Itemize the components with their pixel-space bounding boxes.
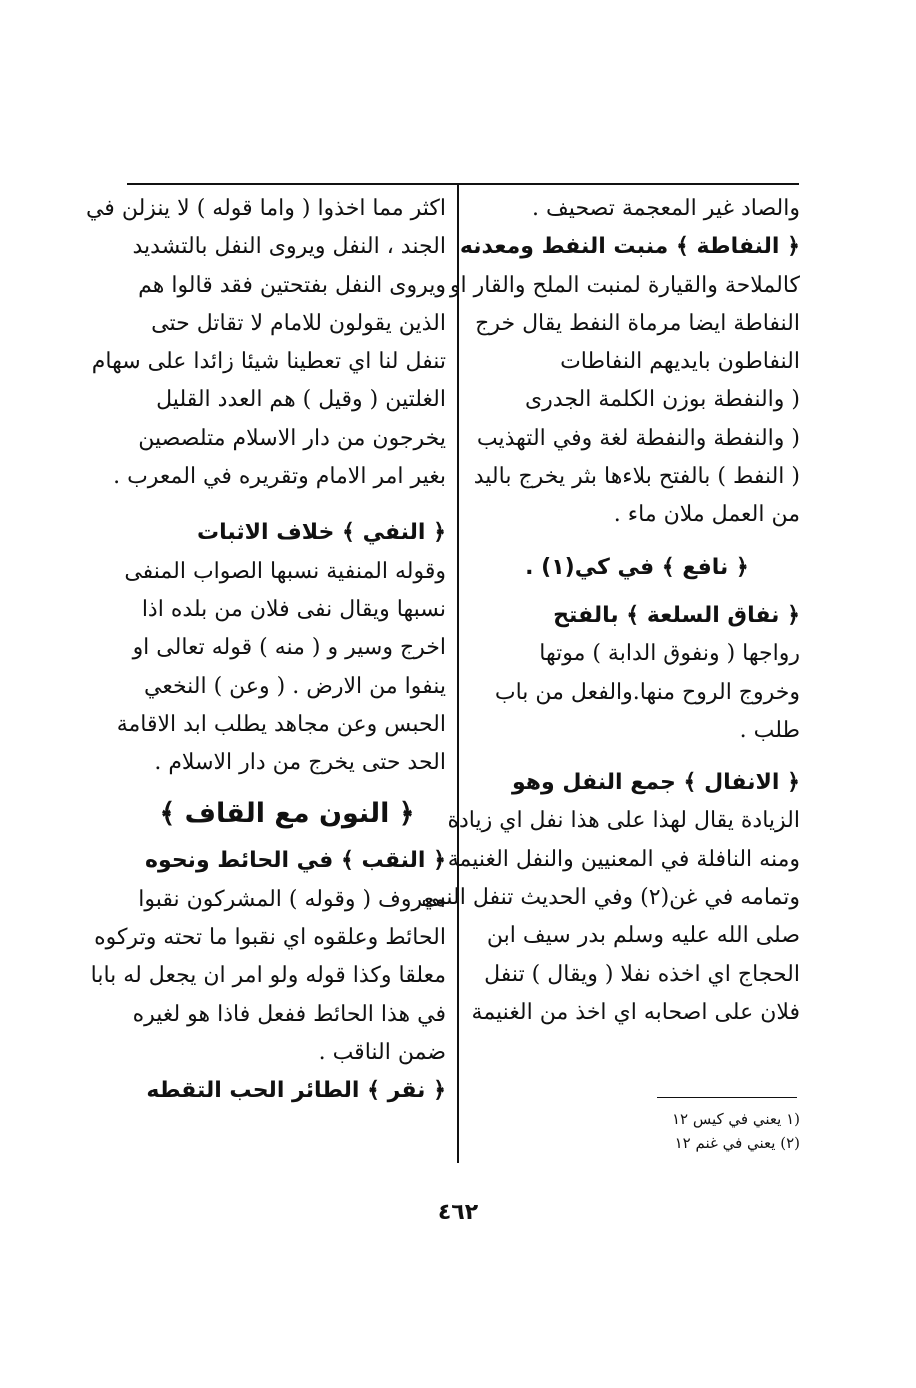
text-line: يخرجون من دار الاسلام متلصصين	[138, 425, 446, 451]
text-line: من العمل ملان ماء .	[613, 502, 800, 528]
entry-heading-line: ﴿ النفاطة ﴾ منبت النفط ومعدنه	[459, 234, 800, 260]
text-line: صلى الله عليه وسلم بدر سيف ابن	[486, 923, 800, 949]
text-line: النفاطة ايضا مرماة النفط يقال خرج	[475, 310, 800, 336]
text-line: وقوله المنفية نسبها الصواب المنفى	[124, 558, 446, 584]
text-line: اكثر مما اخذوا ( واما قوله ) لا ينزلن في	[85, 196, 446, 221]
text-line: نسبها ويقال نفى فلان من بلده اذا	[141, 596, 446, 622]
header-rule	[127, 183, 799, 185]
entry-heading-line: ﴿ نفاق السلعة ﴾ بالفتح	[553, 602, 800, 628]
text-line: معروف ( وقوله ) المشركون نقبوا	[138, 886, 446, 912]
text-line: وخروج الروح منها.والفعل من باب	[494, 679, 800, 705]
text-line: كالملاحة والقيارة لمنبت الملح والقار او	[449, 272, 800, 298]
entry-heading-line: ﴿ نقر ﴾ الطائر الحب التقطه	[146, 1078, 446, 1104]
text-line: الحائط وعلقوه اي نقبوا ما تحته وتركوه	[94, 925, 446, 951]
text-line: تنفل لنا اي تعطينا شيئا زائدا على سهام	[91, 349, 446, 375]
text-line: الجند ، النفل ويروى النفل بالتشديد	[132, 234, 446, 260]
entry-heading-line: ﴿ نافع ﴾ في كي(١) .	[525, 554, 749, 580]
text-line: ضمن الناقب .	[318, 1039, 446, 1065]
text-line: فلان على اصحابه اي اخذ من الغنيمة	[471, 999, 800, 1025]
text-line: الحد حتى يخرج من دار الاسلام .	[154, 750, 446, 776]
text-line: الزيادة يقال لهذا على هذا نفل اي زيادة	[447, 808, 800, 834]
text-line: رواجها ( ونفوق الدابة ) موتها	[539, 641, 800, 667]
text-line: ( النفط ) بالفتح بلاءها بثر يخرج باليد	[473, 464, 800, 490]
text-line: اخرج وسير و ( منه ) قوله تعالى او	[132, 635, 446, 661]
text-line: ( والنفطة والنفطة لغة وفي التهذيب	[476, 425, 800, 451]
entry-heading-line: ﴿ النقب ﴾ في الحائط ونحوه	[145, 848, 446, 874]
text-line: وتمامه في غن(٢) وفي الحديث تنفل النبي	[421, 885, 800, 911]
text-line: والصاد غير المعجمة تصحيف .	[532, 196, 800, 221]
entry-heading-line: ﴿ الانفال ﴾ جمع النفل وهو	[511, 770, 800, 796]
entry-heading-line: ﴿ النفي ﴾ خلاف الاثبات	[197, 520, 446, 546]
left-column	[85, 190, 446, 1111]
text-line: ويروى النفل بفتحتين فقد قالوا هم	[138, 272, 446, 298]
text-line: معلقا وكذا قوله ولو امر ان يجعل له بابا	[90, 963, 446, 989]
page-number: ٤٦٢	[437, 1200, 479, 1225]
footnote-1: (١ يعني في كيس ١٢	[671, 1110, 800, 1128]
text-line: ( والنفطة بوزن الكلمة الجدرى	[524, 387, 800, 413]
text-line: النفاطون بايديهم النفاطات	[560, 349, 800, 375]
footnotes	[560, 1107, 800, 1155]
text-line: الذين يقولون للامام لا تقاتل حتى	[151, 310, 446, 336]
footnote-2: (٢) يعني في غنم ١٢	[674, 1134, 800, 1152]
text-line: في هذا الحائط ففعل فاذا هو لغيره	[132, 1001, 446, 1027]
text-line: ومنه النافلة في المعنيين والنفل الغنيمة	[447, 846, 800, 872]
text-line: الحجاج اي اخذه نفلا ( ويقال ) تنفل	[484, 961, 800, 987]
column-divider	[457, 183, 459, 1163]
text-line: الحبس وعن مجاهد يطلب ابد الاقامة	[116, 711, 446, 737]
footnote-rule	[657, 1097, 797, 1098]
right-column	[421, 190, 800, 1032]
text-line: ينفوا من الارض . ( وعن ) النخعي	[144, 673, 446, 699]
section-heading: ﴿ النون مع القاف ﴾	[159, 798, 415, 830]
text-line: طلب .	[739, 717, 800, 743]
text-line: بغير امر الامام وتقريره في المعرب .	[113, 464, 446, 490]
text-line: الغلتين ( وقيل ) هم العدد القليل	[156, 387, 446, 413]
